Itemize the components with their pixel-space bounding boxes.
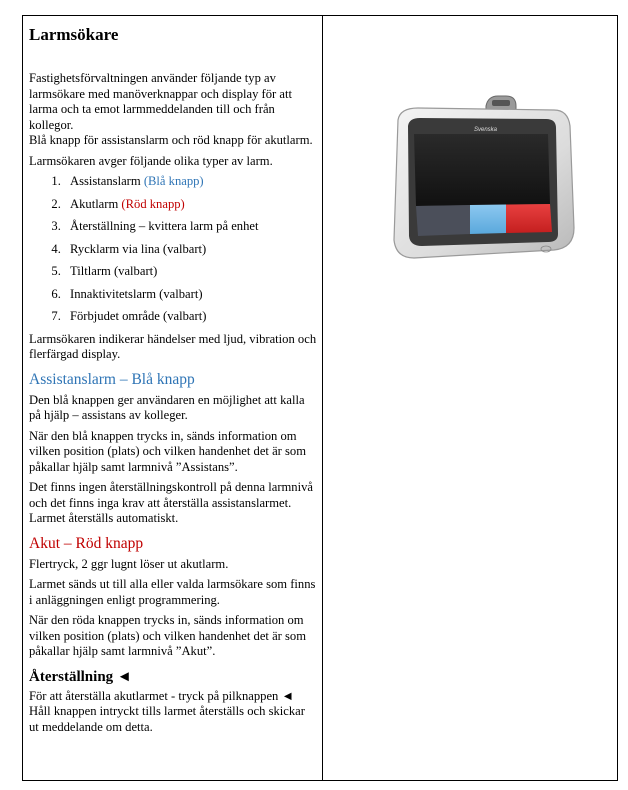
intro-text-1: Fastighetsförvaltningen använder följande typ av larmsökare med manöverknappar och display för att larma och ta emot larmmeddelanden till och från kollegor.: [29, 71, 292, 132]
section-paragraph: Flertryck, 2 ggr lugnt löser ut akutlarm.: [29, 556, 229, 571]
section-paragraph: Larmet sänds ut till alla eller valda larmsökare som finns i anläggningen enligt programmering.: [29, 577, 316, 607]
list-item-text: Tiltlarm (valbart): [70, 264, 158, 278]
list-item: [64, 309, 317, 325]
column-divider: [322, 16, 323, 780]
gray-button: [416, 205, 470, 236]
list-item: [64, 197, 317, 213]
device-screen: [414, 134, 550, 206]
section-paragraph: Den blå knappen ger användaren en möjlighet att kalla på hjälp – assistans av kolleger.: [29, 392, 305, 422]
alarm-pager-image: [378, 92, 578, 272]
alarm-type-list: [29, 174, 317, 325]
list-item-note: (Röd knapp): [121, 196, 185, 211]
list-item-text: Återställning – kvittera larm på enhet: [70, 219, 259, 233]
blue-button: [470, 205, 506, 235]
section-paragraph: När den blå knappen trycks in, sänds information om vilken position (plats) och vilken handenhet det är som påkallar hjälp samt larmnivå ”Assistans”.: [29, 428, 307, 474]
list-item: [64, 264, 317, 280]
section-paragraph: När den röda knappen trycks in, sänds information om vilken position (plats) och vilken handenhet det är som påkallar hjälp samt larmnivå ”Akut”.: [29, 613, 307, 658]
clip-slot: [492, 100, 510, 106]
list-item-text: Förbjudet område (valbart): [70, 309, 207, 323]
section-paragraph: För att återställa akutlarmet - tryck på pilknappen ◄ Håll knappen intryckt tills larmet återställs och skickar ut meddelande om detta.: [29, 688, 305, 734]
intro-text-1b: Blå knapp för assistanslarm och röd knapp för akutlarm.: [29, 133, 313, 147]
list-item: [64, 174, 317, 190]
section-heading-aterstallning: Återställning ◄: [29, 668, 132, 685]
list-item: [64, 242, 317, 258]
section-heading-akut: Akut – Röd knapp: [29, 534, 144, 552]
intro-paragraph-3: Larmsökaren indikerar händelser med ljud, vibration och flerfärgad display.: [29, 331, 317, 361]
list-item-text: Innaktivitetslarm (valbart): [70, 286, 203, 301]
intro-paragraph-2: Larmsökaren avger följande olika typer av larm.: [29, 153, 273, 168]
red-button: [506, 204, 552, 233]
list-item-note: (Blå knapp): [143, 174, 204, 188]
device-brand-label: Svenska: [474, 127, 498, 133]
intro-paragraph: [29, 71, 317, 149]
list-item: [64, 287, 317, 303]
list-item: [64, 219, 317, 235]
list-item-text: Assistanslarm: [70, 174, 144, 188]
text-column: [29, 22, 317, 740]
list-item-text: Akutlarm: [70, 196, 122, 211]
section-paragraph: Det finns ingen återställningskontroll på denna larmnivå och det finns inga krav att återställa assistanslarmet. Larmet återställs automatiskt.: [29, 480, 313, 525]
list-item-text: Rycklarm via lina (valbart): [70, 241, 207, 256]
section-heading-assistans: Assistanslarm – Blå knapp: [29, 370, 195, 388]
page-title: Larmsökare: [29, 25, 119, 44]
